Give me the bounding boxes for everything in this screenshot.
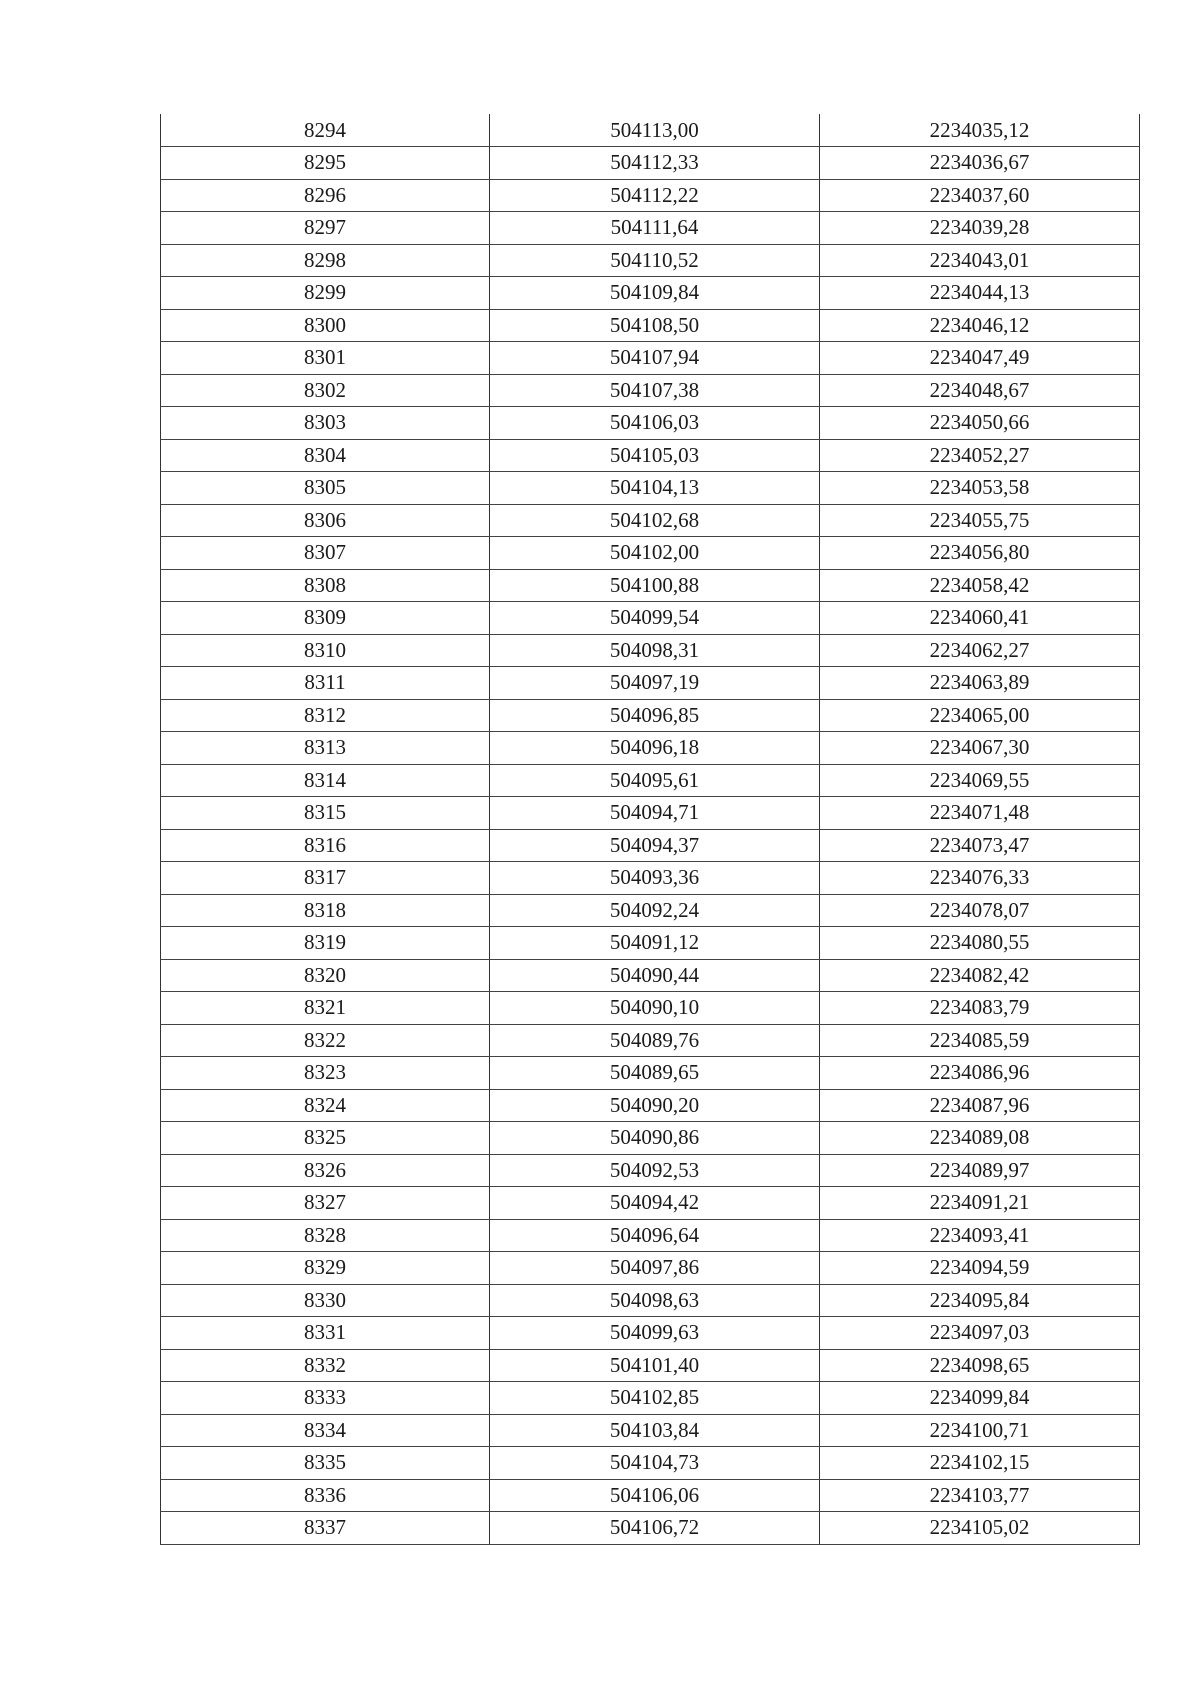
x-coordinate-cell: 504100,88 (490, 569, 820, 602)
y-coordinate-cell: 2234085,59 (820, 1024, 1140, 1057)
y-coordinate-cell: 2234065,00 (820, 699, 1140, 732)
x-coordinate-cell: 504099,54 (490, 602, 820, 635)
x-coordinate-cell: 504090,44 (490, 959, 820, 992)
table-row (161, 277, 1140, 310)
y-coordinate-cell: 2234055,75 (820, 504, 1140, 537)
table-row (161, 862, 1140, 895)
x-coordinate-cell: 504096,85 (490, 699, 820, 732)
x-coordinate-cell: 504092,53 (490, 1154, 820, 1187)
x-coordinate-cell: 504112,33 (490, 147, 820, 180)
table-row (161, 667, 1140, 700)
y-coordinate-cell: 2234078,07 (820, 894, 1140, 927)
point-number-cell: 8313 (161, 732, 490, 765)
y-coordinate-cell: 2234099,84 (820, 1382, 1140, 1415)
y-coordinate-cell: 2234094,59 (820, 1252, 1140, 1285)
x-coordinate-cell: 504096,64 (490, 1219, 820, 1252)
y-coordinate-cell: 2234037,60 (820, 179, 1140, 212)
point-number-cell: 8309 (161, 602, 490, 635)
point-number-cell: 8331 (161, 1317, 490, 1350)
point-number-cell: 8315 (161, 797, 490, 830)
table-row (161, 1154, 1140, 1187)
point-number-cell: 8332 (161, 1349, 490, 1382)
table-row (161, 1219, 1140, 1252)
x-coordinate-cell: 504105,03 (490, 439, 820, 472)
point-number-cell: 8329 (161, 1252, 490, 1285)
y-coordinate-cell: 2234048,67 (820, 374, 1140, 407)
table-row (161, 1252, 1140, 1285)
table-row (161, 342, 1140, 375)
table-row (161, 797, 1140, 830)
x-coordinate-cell: 504094,71 (490, 797, 820, 830)
x-coordinate-cell: 504101,40 (490, 1349, 820, 1382)
point-number-cell: 8319 (161, 927, 490, 960)
y-coordinate-cell: 2234073,47 (820, 829, 1140, 862)
y-coordinate-cell: 2234062,27 (820, 634, 1140, 667)
x-coordinate-cell: 504090,86 (490, 1122, 820, 1155)
x-coordinate-cell: 504113,00 (490, 114, 820, 147)
point-number-cell: 8320 (161, 959, 490, 992)
x-coordinate-cell: 504102,00 (490, 537, 820, 570)
coordinates-table-body (161, 114, 1140, 1544)
point-number-cell: 8307 (161, 537, 490, 570)
x-coordinate-cell: 504111,64 (490, 212, 820, 245)
point-number-cell: 8334 (161, 1414, 490, 1447)
y-coordinate-cell: 2234052,27 (820, 439, 1140, 472)
x-coordinate-cell: 504107,94 (490, 342, 820, 375)
x-coordinate-cell: 504091,12 (490, 927, 820, 960)
point-number-cell: 8296 (161, 179, 490, 212)
table-row (161, 569, 1140, 602)
y-coordinate-cell: 2234067,30 (820, 732, 1140, 765)
point-number-cell: 8317 (161, 862, 490, 895)
table-row (161, 1349, 1140, 1382)
x-coordinate-cell: 504108,50 (490, 309, 820, 342)
point-number-cell: 8335 (161, 1447, 490, 1480)
y-coordinate-cell: 2234093,41 (820, 1219, 1140, 1252)
table-row (161, 927, 1140, 960)
table-row (161, 894, 1140, 927)
point-number-cell: 8330 (161, 1284, 490, 1317)
table-row (161, 244, 1140, 277)
point-number-cell: 8312 (161, 699, 490, 732)
x-coordinate-cell: 504109,84 (490, 277, 820, 310)
table-row (161, 179, 1140, 212)
table-row (161, 374, 1140, 407)
table-row (161, 439, 1140, 472)
y-coordinate-cell: 2234046,12 (820, 309, 1140, 342)
point-number-cell: 8323 (161, 1057, 490, 1090)
x-coordinate-cell: 504090,10 (490, 992, 820, 1025)
y-coordinate-cell: 2234071,48 (820, 797, 1140, 830)
y-coordinate-cell: 2234089,08 (820, 1122, 1140, 1155)
point-number-cell: 8294 (161, 114, 490, 147)
point-number-cell: 8304 (161, 439, 490, 472)
y-coordinate-cell: 2234103,77 (820, 1479, 1140, 1512)
x-coordinate-cell: 504092,24 (490, 894, 820, 927)
point-number-cell: 8298 (161, 244, 490, 277)
x-coordinate-cell: 504093,36 (490, 862, 820, 895)
table-row (161, 1284, 1140, 1317)
table-row (161, 1382, 1140, 1415)
table-row (161, 1187, 1140, 1220)
table-row (161, 1024, 1140, 1057)
y-coordinate-cell: 2234053,58 (820, 472, 1140, 505)
x-coordinate-cell: 504102,85 (490, 1382, 820, 1415)
y-coordinate-cell: 2234058,42 (820, 569, 1140, 602)
x-coordinate-cell: 504106,72 (490, 1512, 820, 1545)
x-coordinate-cell: 504095,61 (490, 764, 820, 797)
point-number-cell: 8310 (161, 634, 490, 667)
point-number-cell: 8300 (161, 309, 490, 342)
x-coordinate-cell: 504089,76 (490, 1024, 820, 1057)
point-number-cell: 8316 (161, 829, 490, 862)
x-coordinate-cell: 504096,18 (490, 732, 820, 765)
point-number-cell: 8306 (161, 504, 490, 537)
y-coordinate-cell: 2234095,84 (820, 1284, 1140, 1317)
point-number-cell: 8321 (161, 992, 490, 1025)
y-coordinate-cell: 2234060,41 (820, 602, 1140, 635)
x-coordinate-cell: 504097,86 (490, 1252, 820, 1285)
y-coordinate-cell: 2234043,01 (820, 244, 1140, 277)
table-row (161, 309, 1140, 342)
coordinates-table (160, 114, 1140, 1545)
point-number-cell: 8311 (161, 667, 490, 700)
y-coordinate-cell: 2234036,67 (820, 147, 1140, 180)
y-coordinate-cell: 2234044,13 (820, 277, 1140, 310)
x-coordinate-cell: 504110,52 (490, 244, 820, 277)
table-row (161, 1057, 1140, 1090)
y-coordinate-cell: 2234087,96 (820, 1089, 1140, 1122)
table-row (161, 1414, 1140, 1447)
point-number-cell: 8325 (161, 1122, 490, 1155)
table-row (161, 504, 1140, 537)
x-coordinate-cell: 504102,68 (490, 504, 820, 537)
point-number-cell: 8326 (161, 1154, 490, 1187)
point-number-cell: 8322 (161, 1024, 490, 1057)
table-row (161, 764, 1140, 797)
table-row (161, 212, 1140, 245)
y-coordinate-cell: 2234050,66 (820, 407, 1140, 440)
y-coordinate-cell: 2234082,42 (820, 959, 1140, 992)
point-number-cell: 8314 (161, 764, 490, 797)
point-number-cell: 8302 (161, 374, 490, 407)
point-number-cell: 8297 (161, 212, 490, 245)
x-coordinate-cell: 504094,42 (490, 1187, 820, 1220)
y-coordinate-cell: 2234083,79 (820, 992, 1140, 1025)
y-coordinate-cell: 2234076,33 (820, 862, 1140, 895)
y-coordinate-cell: 2234091,21 (820, 1187, 1140, 1220)
point-number-cell: 8318 (161, 894, 490, 927)
point-number-cell: 8305 (161, 472, 490, 505)
x-coordinate-cell: 504103,84 (490, 1414, 820, 1447)
table-row (161, 1512, 1140, 1545)
table-row (161, 634, 1140, 667)
x-coordinate-cell: 504097,19 (490, 667, 820, 700)
y-coordinate-cell: 2234063,89 (820, 667, 1140, 700)
x-coordinate-cell: 504094,37 (490, 829, 820, 862)
point-number-cell: 8308 (161, 569, 490, 602)
x-coordinate-cell: 504099,63 (490, 1317, 820, 1350)
table-row (161, 1317, 1140, 1350)
point-number-cell: 8327 (161, 1187, 490, 1220)
table-row (161, 1122, 1140, 1155)
table-row (161, 602, 1140, 635)
table-row (161, 472, 1140, 505)
point-number-cell: 8301 (161, 342, 490, 375)
x-coordinate-cell: 504090,20 (490, 1089, 820, 1122)
point-number-cell: 8336 (161, 1479, 490, 1512)
y-coordinate-cell: 2234086,96 (820, 1057, 1140, 1090)
table-row (161, 537, 1140, 570)
y-coordinate-cell: 2234098,65 (820, 1349, 1140, 1382)
x-coordinate-cell: 504106,06 (490, 1479, 820, 1512)
table-row (161, 959, 1140, 992)
x-coordinate-cell: 504098,63 (490, 1284, 820, 1317)
x-coordinate-cell: 504106,03 (490, 407, 820, 440)
table-row (161, 1089, 1140, 1122)
y-coordinate-cell: 2234035,12 (820, 114, 1140, 147)
point-number-cell: 8328 (161, 1219, 490, 1252)
table-row (161, 699, 1140, 732)
y-coordinate-cell: 2234089,97 (820, 1154, 1140, 1187)
point-number-cell: 8295 (161, 147, 490, 180)
x-coordinate-cell: 504112,22 (490, 179, 820, 212)
y-coordinate-cell: 2234047,49 (820, 342, 1140, 375)
table-row (161, 732, 1140, 765)
x-coordinate-cell: 504104,13 (490, 472, 820, 505)
point-number-cell: 8303 (161, 407, 490, 440)
table-row (161, 407, 1140, 440)
point-number-cell: 8299 (161, 277, 490, 310)
table-row (161, 147, 1140, 180)
y-coordinate-cell: 2234056,80 (820, 537, 1140, 570)
y-coordinate-cell: 2234105,02 (820, 1512, 1140, 1545)
point-number-cell: 8333 (161, 1382, 490, 1415)
x-coordinate-cell: 504107,38 (490, 374, 820, 407)
table-row (161, 829, 1140, 862)
table-row (161, 1447, 1140, 1480)
point-number-cell: 8324 (161, 1089, 490, 1122)
y-coordinate-cell: 2234039,28 (820, 212, 1140, 245)
x-coordinate-cell: 504104,73 (490, 1447, 820, 1480)
table-row (161, 1479, 1140, 1512)
x-coordinate-cell: 504098,31 (490, 634, 820, 667)
table-row (161, 114, 1140, 147)
table-row (161, 992, 1140, 1025)
y-coordinate-cell: 2234069,55 (820, 764, 1140, 797)
y-coordinate-cell: 2234097,03 (820, 1317, 1140, 1350)
y-coordinate-cell: 2234080,55 (820, 927, 1140, 960)
y-coordinate-cell: 2234100,71 (820, 1414, 1140, 1447)
x-coordinate-cell: 504089,65 (490, 1057, 820, 1090)
point-number-cell: 8337 (161, 1512, 490, 1545)
y-coordinate-cell: 2234102,15 (820, 1447, 1140, 1480)
